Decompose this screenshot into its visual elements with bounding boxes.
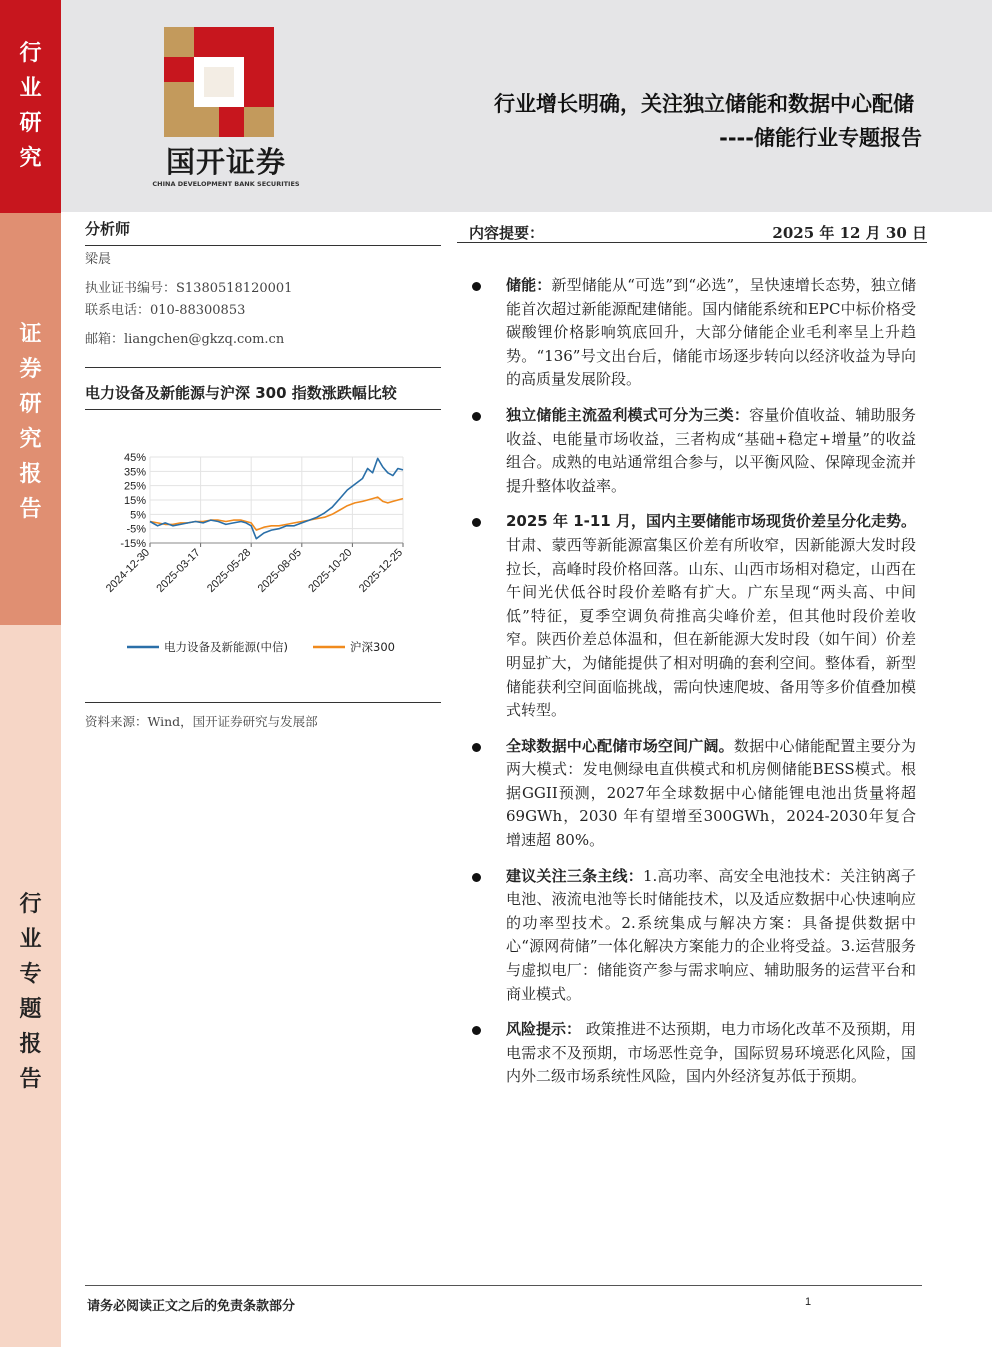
performance-chart (85, 442, 441, 682)
summary-item-text: 甘肃、蒙西等新能源富集区价差有所收窄，因新能源大发时段拉长，高峰时段价格回落。山东、山西市场相对稳定，山西在午间光伏低谷时段价差略有扩大。广东呈现“两头高、中间低”特征，夏季空调负荷推高尖峰价差，但其他时段价差收窄。陕西价差总体温和，但在新能源大发时段（如午间）价差明显扩大，为储能提供了相对明确的套利空间。整体看，新型储能获利空间面临挑战，需向快速爬坡、备用等多价值叠加模式转型。 (506, 535, 916, 720)
analyst-email: 邮箱：liangchen@gkzq.com.cn (85, 332, 285, 347)
summary-item-heading: 建议关注三条主线： (506, 866, 643, 885)
summary-item-heading: 全球数据中心配储市场空间广阔。 (506, 736, 734, 755)
divider (85, 409, 441, 410)
chart-y-tick-label: 45% (123, 452, 146, 464)
analyst-heading: 分析师 (85, 220, 131, 238)
summary-item-text: 政策推进不达预期，电力市场化改革不及预期，用电需求不及预期，市场恶性竞争，国际贸易环境恶化风险，国内外二级市场系统性风险，国内外经济复苏低于预期。 (506, 1020, 916, 1086)
summary-item-heading: 风险提示： (506, 1020, 582, 1039)
analyst-phone: 联系电话：010-88300853 (85, 303, 246, 318)
summary-item (470, 510, 916, 722)
sidebar-char: 告 (19, 497, 42, 522)
report-date: 2025 年 12 月 30 日 (772, 224, 927, 242)
sidebar-industry-special-report (0, 625, 61, 1347)
chart-y-tick-label: 15% (123, 495, 146, 507)
header (61, 0, 992, 212)
divider (85, 245, 441, 246)
bullet-icon (472, 518, 481, 527)
chart-heading: 电力设备及新能源与沪深 300 指数涨跌幅比较 (85, 384, 397, 402)
sidebar-char: 报 (19, 1032, 42, 1057)
brand-name: 国开证券 (165, 145, 286, 179)
chart-x-tick-label: 2025-03-17 (154, 546, 203, 595)
summary-item-text: 容量价值收益、辅助服务收益、电能量市场收益，三者构成“基础+稳定+增量”的收益组合。成熟的电站通常组合参与，以平衡风险、保障现金流并提升整体收益率。 (506, 405, 916, 495)
divider (457, 242, 927, 243)
summary-item-text: 新型储能从“可选”到“必选”，呈快速增长态势，独立储能首次超过新能源配建储能。国内储能系统和EPC中标价格受碳酸锂价格影响筑底回升，大部分储能企业毛利率呈上升趋势。“136”号文出台后，储能市场逐步转向以经济收益为导向的高质量发展阶段。 (506, 276, 916, 389)
sidebar-char: 行 (19, 892, 42, 917)
sidebar (0, 0, 61, 1347)
divider (85, 702, 441, 703)
chart-source: 资料来源：Wind，国开证券研究与发展部 (85, 714, 318, 729)
chart-y-tick-label: 25% (123, 480, 146, 493)
report-subtitle: ----储能行业专题报告 (719, 126, 922, 150)
sidebar-char: 证 (19, 322, 42, 347)
brand-english-name: CHINA DEVELOPMENT BANK SECURITIES (152, 180, 300, 188)
sidebar-char: 行 (19, 41, 42, 66)
sidebar-char: 题 (19, 997, 42, 1022)
sidebar-char: 业 (19, 927, 42, 952)
summary-item (470, 735, 916, 853)
chart-x-tick-label: 2025-12-25 (356, 546, 406, 595)
chart-x-tick-label: 2025-10-20 (306, 546, 355, 595)
summary-item (470, 404, 916, 498)
sidebar-char: 专 (19, 962, 42, 987)
sidebar-industry-research (0, 0, 61, 213)
summary-list (470, 274, 916, 1101)
summary-item-text: 数据中心储能配置主要分为两大模式：发电侧绿电直供模式和机房侧储能BESS模式。根据GGII预测，2027年全球数据中心储能锂电池出货量将超 69GWh，2030 年有望增至300GWh，2024-2030年复合增速超 80%。 (506, 736, 916, 850)
summary-heading: 内容提要： (469, 224, 545, 242)
summary-item-heading: 储能： (506, 276, 552, 294)
chart-x-tick-label: 2025-08-05 (255, 546, 304, 595)
bullet-icon (472, 282, 481, 291)
chart-y-tick-label: 35% (123, 466, 146, 479)
footer-disclaimer: 请务必阅读正文之后的免责条款部分 (87, 1299, 296, 1314)
divider (85, 367, 441, 368)
sidebar-char: 研 (19, 392, 42, 417)
sidebar-char: 券 (19, 357, 42, 382)
bullet-icon (472, 1026, 481, 1035)
bullet-icon (472, 412, 481, 421)
sidebar-char: 告 (19, 1067, 42, 1092)
summary-item-text: 1.高功率、高安全电池技术：关注钠离子电池、液流电池等长时储能技术，以及适应数据中心快速响应的功率型技术。2.系统集成与解决方案：具备提供数据中心“源网荷储”一体化解决方案能力的企业将受益。3.运营服务与虚拟电厂：储能资产参与需求响应、辅助服务的运营平台和商业模式。 (506, 866, 916, 1003)
chart-x-tick-label: 2025-05-28 (205, 546, 254, 595)
sidebar-char: 究 (19, 427, 42, 452)
chart-x-tick-label: 2024-12-30 (103, 546, 153, 595)
report-title: 行业增长明确，关注独立储能和数据中心配储 (494, 92, 914, 116)
summary-item-heading: 2025 年 1-11 月，国内主要储能市场现货价差呈分化走势。 (506, 512, 916, 531)
legend-label: 电力设备及新能源(中信) (164, 640, 288, 654)
legend-label: 沪深300 (350, 640, 395, 654)
page-number: 1 (805, 1296, 812, 1308)
chart-y-tick-label: -5% (126, 523, 146, 536)
footer-divider (85, 1285, 922, 1286)
chart-y-tick-label: 5% (130, 509, 146, 522)
summary-item-heading: 独立储能主流盈利模式可分为三类： (506, 405, 750, 424)
summary-item (470, 865, 916, 1007)
analyst-name: 梁晨 (85, 252, 112, 267)
sidebar-char: 研 (19, 111, 42, 136)
sidebar-char: 报 (19, 462, 42, 487)
summary-item (470, 1018, 916, 1089)
chart-series-line (150, 458, 403, 538)
bullet-icon (472, 743, 481, 752)
bullet-icon (472, 873, 481, 882)
sidebar-char: 业 (19, 76, 42, 101)
brand-logo-icon (164, 27, 274, 137)
chart-series-line (150, 497, 403, 530)
chart-y-tick-label: -15% (120, 538, 146, 550)
sidebar-securities-report (0, 213, 61, 625)
analyst-cert: 执业证书编号：S1380518120001 (85, 281, 293, 296)
sidebar-char: 究 (19, 146, 42, 171)
summary-item (470, 274, 916, 392)
